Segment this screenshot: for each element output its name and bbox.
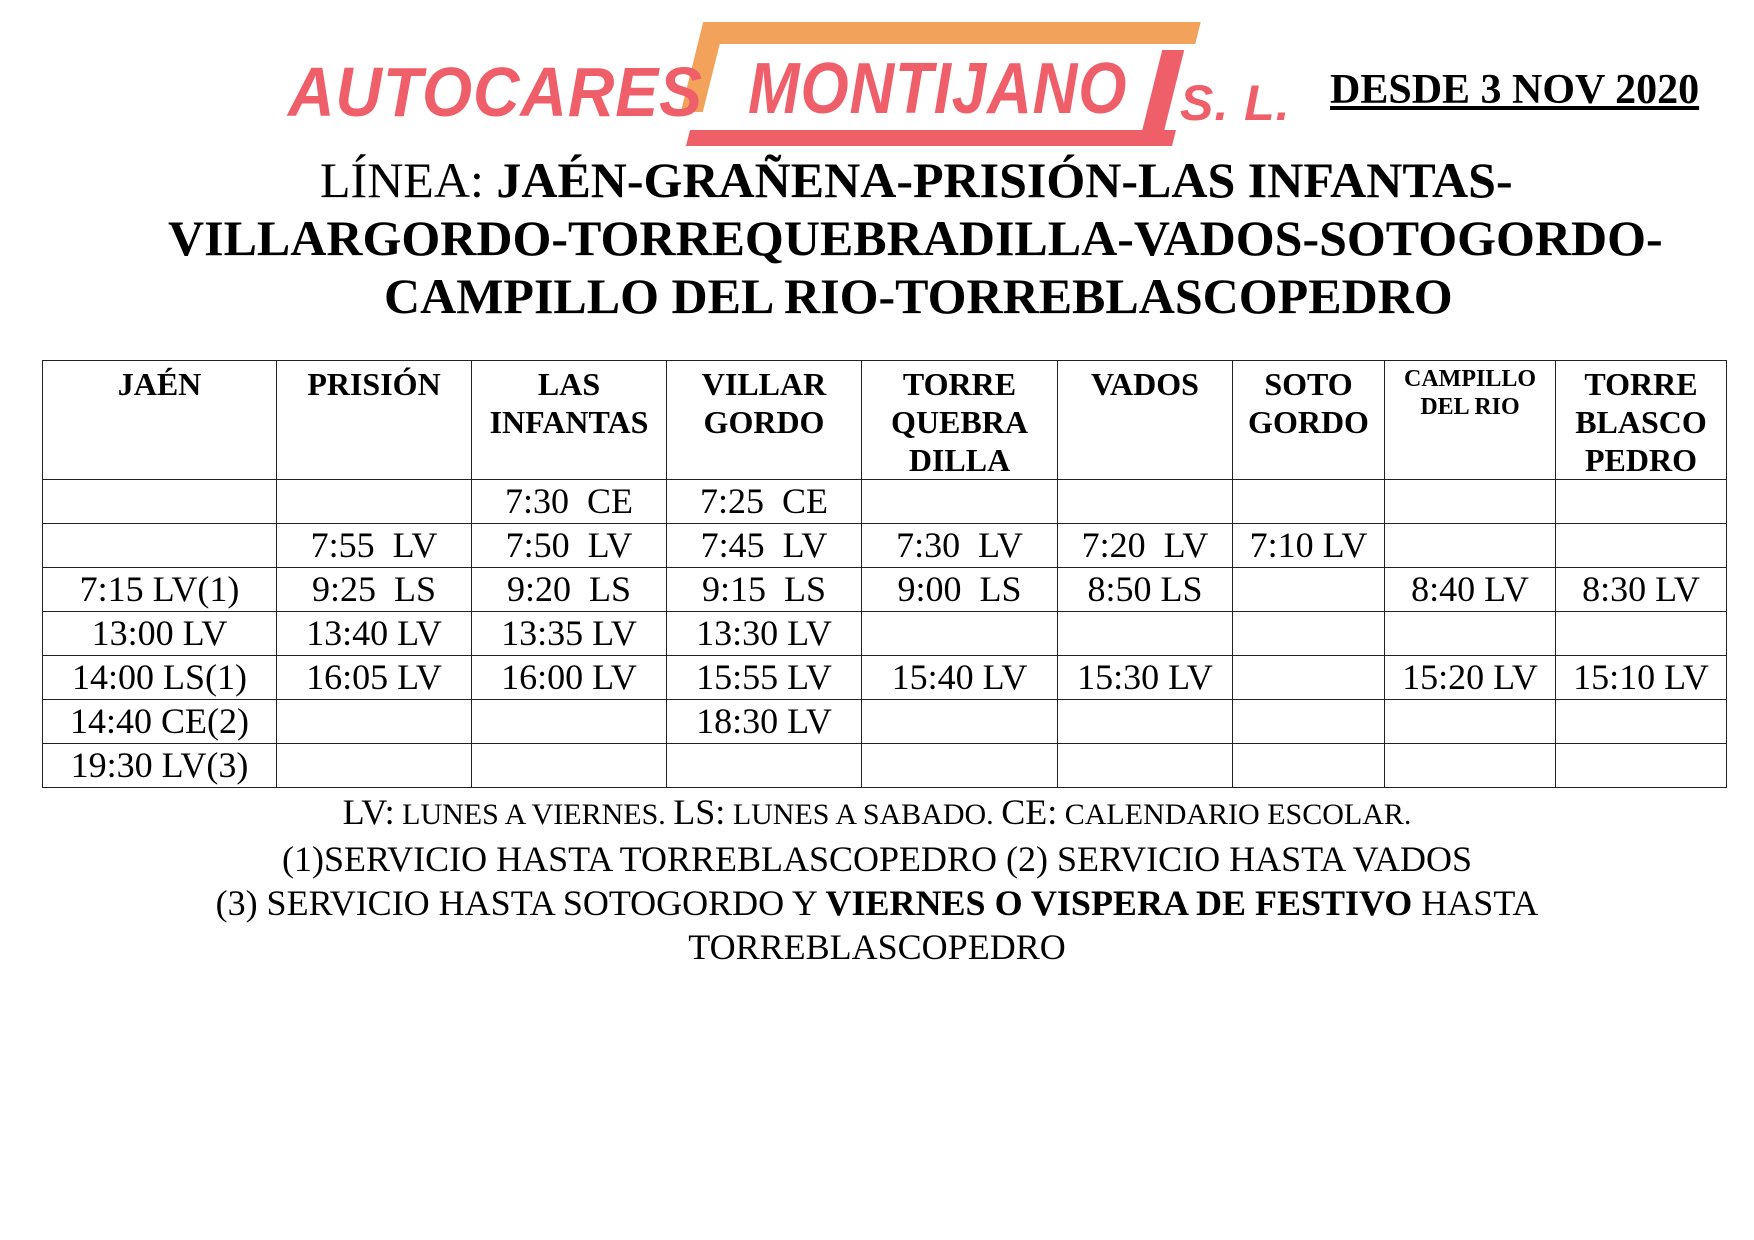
table-cell: 19:30 LV(3) [43, 744, 277, 788]
legend-ls-text: LUNES A SABADO. [725, 798, 1002, 831]
table-row [43, 744, 1727, 788]
header-villargordo-label-2: GORDO [703, 404, 825, 440]
table-cell [1556, 612, 1727, 656]
note-line-3-b: HASTA [1412, 883, 1539, 923]
table-cell [1556, 744, 1727, 788]
table-cell [862, 612, 1058, 656]
header-torreblascopedro-label-1: TORRE [1584, 366, 1698, 402]
table-cell [1385, 612, 1556, 656]
table-cell: 7:10 LV [1233, 524, 1385, 568]
table-cell: 15:20 LV [1385, 656, 1556, 700]
table-row [43, 656, 1727, 700]
route-title-line-2: VILLARGORDO-TORREQUEBRADILLA-VADOS-SOTOGORDO- [168, 210, 1663, 266]
header-las-infantas-label-2: INFANTAS [489, 404, 649, 440]
route-title-text-1: JAÉN-GRAÑENA-PRISIÓN-LAS INFANTAS- [496, 152, 1513, 208]
legend-ce-text: CALENDARIO ESCOLAR. [1057, 798, 1412, 831]
timetable-body [43, 480, 1727, 788]
legend-ce-abbr: CE: [1001, 792, 1058, 832]
table-cell: 14:40 CE(2) [43, 700, 277, 744]
header-torrequebradilla-label-1: TORRE [902, 366, 1017, 402]
header-vados-label: VADOS [1091, 366, 1199, 402]
header-sotogordo-label-2: GORDO [1248, 404, 1369, 440]
table-cell: 13:40 LV [277, 612, 472, 656]
table-cell: 7:25 CE [667, 480, 862, 524]
timetable [42, 360, 1727, 788]
table-row [43, 612, 1727, 656]
table-cell: 8:50 LS [1058, 568, 1233, 612]
table-cell [1556, 700, 1727, 744]
table-row [43, 480, 1727, 524]
header-torrequebradilla [862, 361, 1058, 480]
header-torrequebradilla-label-2: QUEBRA [891, 404, 1028, 440]
route-title-prefix: LÍNEA: [320, 152, 497, 208]
table-cell [1385, 744, 1556, 788]
table-cell [277, 744, 472, 788]
header-las-infantas [472, 361, 667, 480]
legend-lv-abbr: LV: [342, 792, 395, 832]
table-cell [1556, 524, 1727, 568]
legend-lv-text: LUNES A VIERNES. [394, 798, 674, 831]
table-cell: 7:50 LV [472, 524, 667, 568]
header-sotogordo [1233, 361, 1385, 480]
header-prision-label: PRISIÓN [307, 366, 441, 402]
table-cell [472, 700, 667, 744]
table-cell: 7:45 LV [667, 524, 862, 568]
header-torreblascopedro-label-2: BLASCO [1575, 404, 1707, 440]
logo-bar-top [717, 22, 1200, 44]
header-torreblascopedro-label-3: PEDRO [1585, 442, 1697, 478]
table-cell: 7:20 LV [1058, 524, 1233, 568]
table-cell [277, 480, 472, 524]
table-cell [862, 744, 1058, 788]
table-cell [1233, 612, 1385, 656]
table-cell: 13:00 LV [43, 612, 277, 656]
table-cell [862, 480, 1058, 524]
note-line-3-bold: VIERNES O VISPERA DE FESTIVO [825, 883, 1413, 923]
logo-word-montijano: MONTIJANO [748, 49, 1128, 129]
table-cell [1556, 480, 1727, 524]
header-torreblascopedro [1556, 361, 1727, 480]
table-cell: 14:00 LS(1) [43, 656, 277, 700]
table-cell [1233, 744, 1385, 788]
table-cell: 15:40 LV [862, 656, 1058, 700]
table-cell [43, 480, 277, 524]
table-cell [1058, 700, 1233, 744]
header-jaen [43, 361, 277, 480]
table-cell: 8:40 LV [1385, 568, 1556, 612]
effective-date: DESDE 3 NOV 2020 [1330, 67, 1700, 113]
table-cell: 15:10 LV [1556, 656, 1727, 700]
timetable-header [43, 361, 1727, 480]
table-cell [1058, 480, 1233, 524]
table-cell [1058, 744, 1233, 788]
header-villargordo-label-1: VILLAR [701, 366, 827, 402]
header-vados [1058, 361, 1233, 480]
table-row [43, 700, 1727, 744]
table-cell: 13:30 LV [667, 612, 862, 656]
timetable-notes [0, 790, 1754, 969]
table-cell: 18:30 LV [667, 700, 862, 744]
header-row [43, 361, 1727, 480]
header-las-infantas-label-1: LAS [537, 366, 601, 402]
logo-suffix: S. L. [1180, 75, 1291, 131]
table-cell [667, 744, 862, 788]
note-line-2: (1)SERVICIO HASTA TORREBLASCOPEDRO (2) SERVICIO HASTA VADOS [282, 839, 1472, 879]
table-cell: 9:20 LS [472, 568, 667, 612]
table-cell [277, 700, 472, 744]
legend-line [0, 790, 1754, 837]
table-cell: 7:15 LV(1) [43, 568, 277, 612]
header-villargordo [667, 361, 862, 480]
table-cell: 9:15 LS [667, 568, 862, 612]
header-campillo-label-2: DEL RIO [1420, 394, 1520, 420]
table-cell [1233, 700, 1385, 744]
table-cell: 15:30 LV [1058, 656, 1233, 700]
header-campillo-del-rio [1385, 361, 1556, 480]
table-cell: 13:35 LV [472, 612, 667, 656]
header-sotogordo-label-1: SOTO [1264, 366, 1353, 402]
table-row [43, 524, 1727, 568]
table-cell [1233, 480, 1385, 524]
note-line-3 [0, 881, 1754, 925]
table-cell: 7:30 CE [472, 480, 667, 524]
table-cell [1233, 656, 1385, 700]
table-cell: 8:30 LV [1556, 568, 1727, 612]
table-cell [1385, 700, 1556, 744]
logo-bar-right [1142, 50, 1184, 132]
table-cell [1385, 480, 1556, 524]
table-row [43, 568, 1727, 612]
table-cell [1233, 568, 1385, 612]
header-jaen-label: JAÉN [117, 366, 202, 402]
route-title-line-3: CAMPILLO DEL RIO-TORREBLASCOPEDRO [384, 268, 1453, 324]
logo-bar-bottom [686, 130, 1176, 146]
logo-word-autocares: AUTOCARES [288, 53, 704, 131]
header-prision [277, 361, 472, 480]
table-cell: 9:00 LS [862, 568, 1058, 612]
route-title-line-1 [320, 150, 1513, 210]
note-line-4: TORREBLASCOPEDRO [688, 927, 1066, 967]
table-cell [862, 700, 1058, 744]
table-cell: 15:55 LV [667, 656, 862, 700]
company-logo [280, 18, 1291, 148]
table-cell [1058, 612, 1233, 656]
header-campillo-label-1: CAMPILLO [1404, 366, 1536, 392]
header-torrequebradilla-label-3: DILLA [908, 442, 1011, 478]
table-cell: 7:55 LV [277, 524, 472, 568]
note-line-3-a: (3) SERVICIO HASTA SOTOGORDO Y [215, 883, 826, 923]
table-cell: 16:00 LV [472, 656, 667, 700]
table-cell [43, 524, 277, 568]
table-cell: 16:05 LV [277, 656, 472, 700]
table-cell [472, 744, 667, 788]
table-cell: 7:30 LV [862, 524, 1058, 568]
table-cell [1385, 524, 1556, 568]
legend-ls-abbr: LS: [673, 792, 726, 832]
table-cell: 9:25 LS [277, 568, 472, 612]
